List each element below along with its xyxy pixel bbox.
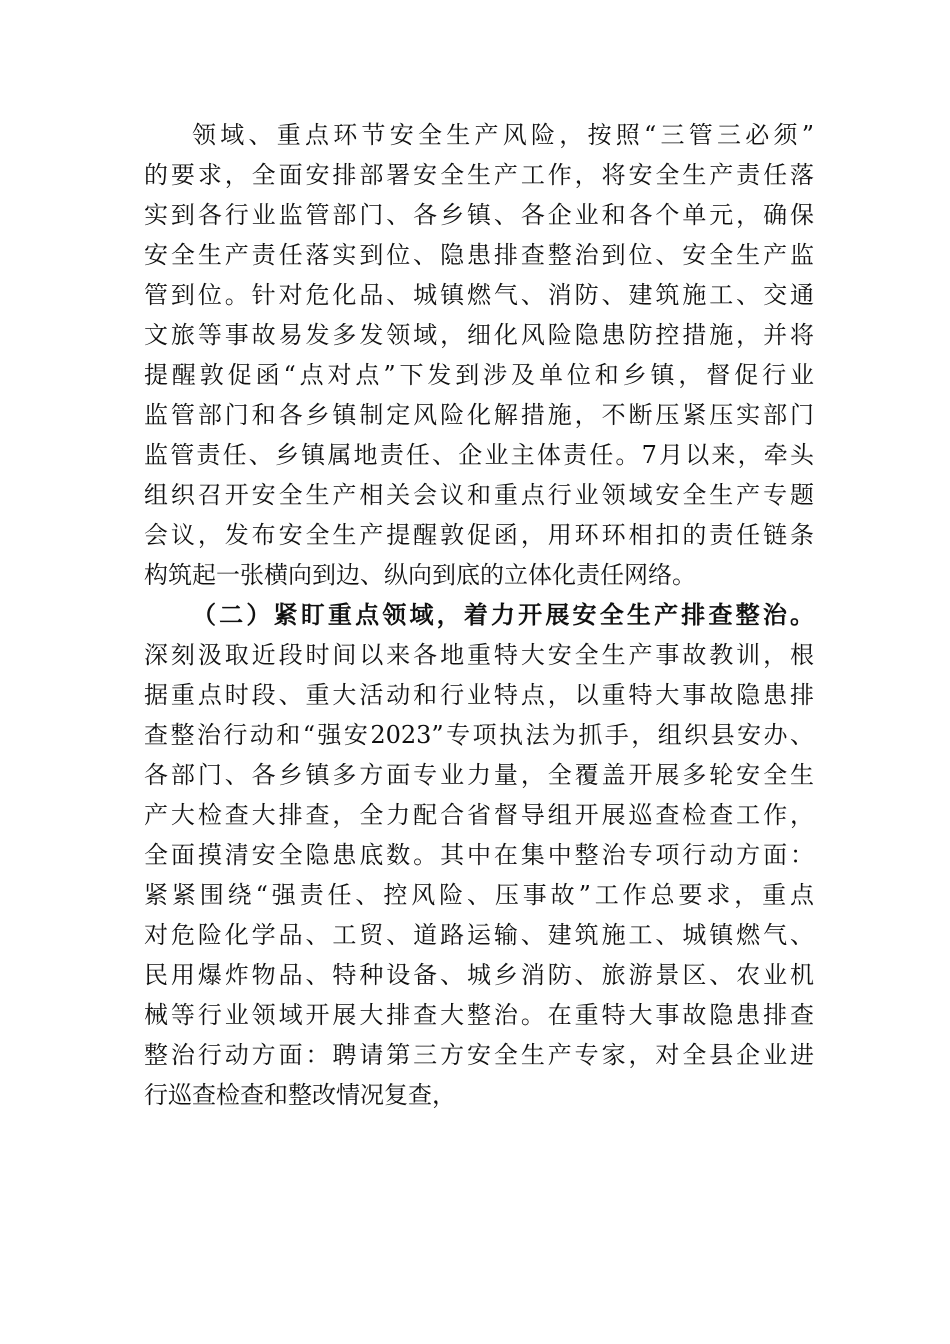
paragraph-line: 械等行业领域开展大排查大整治。在重特大事故隐患排查 xyxy=(144,1001,814,1029)
paragraph-line: 查整治行动和“强安2023”专项执法为抓手，组织县安办、 xyxy=(144,721,814,749)
section-heading: （二）紧盯重点领域，着力开展安全生产排查整治。 xyxy=(192,600,814,629)
body-text xyxy=(144,115,814,1115)
paragraph-line: 管到位。针对危化品、城镇燃气、消防、建筑施工、交通 xyxy=(144,281,814,309)
paragraph-line: 整治行动方面：聘请第三方安全生产专家，对全县企业进 xyxy=(144,1041,814,1069)
paragraph-line: 的要求，全面安排部署安全生产工作，将安全生产责任落 xyxy=(144,161,814,189)
paragraph-line: 提醒敦促函“点对点”下发到涉及单位和乡镇，督促行业 xyxy=(144,361,814,389)
paragraph-line: 监管责任、乡镇属地责任、企业主体责任。7月以来，牵头 xyxy=(144,441,814,469)
paragraph-line: 行巡查检查和整改情况复查， xyxy=(144,1081,456,1109)
paragraph-line: 组织召开安全生产相关会议和重点行业领域安全生产专题 xyxy=(144,481,814,509)
paragraph-line: 会议，发布安全生产提醒敦促函，用环环相扣的责任链条 xyxy=(144,521,814,549)
paragraph-line: 民用爆炸物品、特种设备、城乡消防、旅游景区、农业机 xyxy=(144,961,814,989)
paragraph-line: 紧紧围绕“强责任、控风险、压事故”工作总要求，重点 xyxy=(144,881,814,909)
paragraph-line: 各部门、各乡镇多方面专业力量，全覆盖开展多轮安全生 xyxy=(144,761,814,789)
paragraph-line: 领域、重点环节安全生产风险，按照“三管三必须” xyxy=(192,121,814,149)
paragraph-line: 对危险化学品、工贸、道路运输、建筑施工、城镇燃气、 xyxy=(144,921,814,949)
paragraph-line: 文旅等事故易发多发领域，细化风险隐患防控措施，并将 xyxy=(144,321,814,349)
paragraph-line: 深刻汲取近段时间以来各地重特大安全生产事故教训，根 xyxy=(144,641,814,669)
paragraph-line: 产大检查大排查，全力配合省督导组开展巡查检查工作， xyxy=(144,801,814,829)
paragraph-line: 监管部门和各乡镇制定风险化解措施，不断压紧压实部门 xyxy=(144,401,814,429)
paragraph-line: 据重点时段、重大活动和行业特点，以重特大事故隐患排 xyxy=(144,681,814,709)
paragraph-line: 安全生产责任落实到位、隐患排查整治到位、安全生产监 xyxy=(144,241,814,269)
paragraph-line: 构筑起一张横向到边、纵向到底的立体化责任网络。 xyxy=(144,561,696,589)
paragraph-line: 全面摸清安全隐患底数。其中在集中整治专项行动方面： xyxy=(144,841,814,869)
paragraph-line: 实到各行业监管部门、各乡镇、各企业和各个单元，确保 xyxy=(144,201,814,229)
